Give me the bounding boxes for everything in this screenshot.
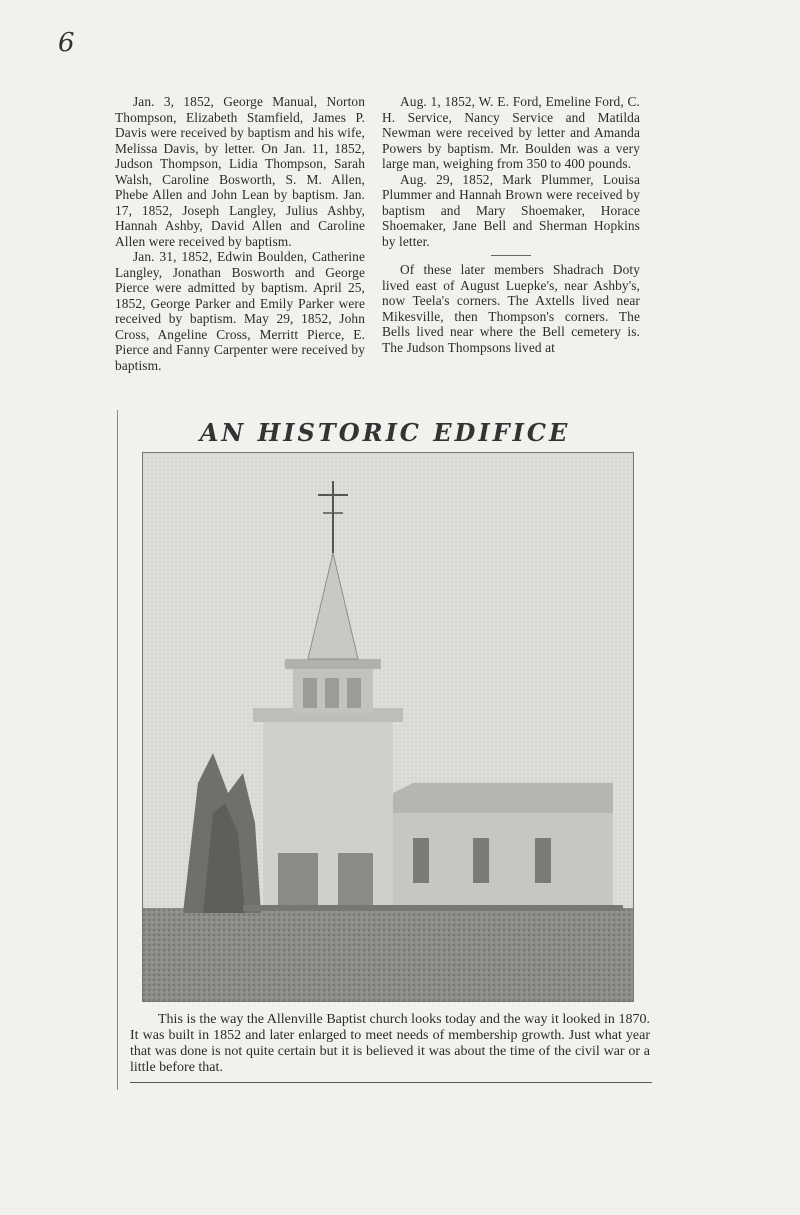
figure-caption: This is the way the Allenville Baptist church looks today and the way it looked in 1870. It was built in 1852 and later enlarged to meet needs of membership growth. Just what year that was done is not quite certain but it is believed it was about the time of the civil war or a little before that. [130, 1012, 650, 1075]
figure-headline: AN HISTORIC EDIFICE [199, 418, 571, 447]
article-paragraph: Jan. 3, 1852, George Manual, Norton Thompson, Elizabeth Stamfield, James P. Davis were received by baptism and his wife, Melissa Davis, by letter. On Jan. 11, 1852, Judson Thompson, Lidia Thompson, Sarah Walsh, Caroline Bosworth, S. M. Allen, Phebe Allen and John Lean by baptism. Jan. 17, 1852, Joseph Langley, Julius Ashby, Hannah Ashby, David Allen and Caroline Allen were received by baptism. [115, 94, 365, 249]
article-paragraph: Aug. 29, 1852, Mark Plummer, Louisa Plummer and Hannah Brown were received by baptism and Mary Shoemaker, Horace Shoemaker, Jane Bell and Sherman Hopkins by letter. [382, 171, 640, 249]
article-column-right [382, 94, 640, 355]
article-paragraph: Of these later members Shadrach Doty lived east of August Luepke's, near Ashby's, now Teela's corners. The Axtells lived near Mikesville, then Thompson's corners. The Bells lived near where the Bell cemetery is. The Judson Thompsons lived at [382, 262, 640, 355]
section-divider [491, 255, 531, 256]
church-illustration [143, 453, 633, 1001]
article-paragraph: Jan. 31, 1852, Edwin Boulden, Catherine Langley, Jonathan Bosworth and George Pierce were admitted by baptism. April 25, 1852, George Parker and Emily Parker were received by baptism. May 29, 1852, John Cross, Angeline Cross, Merritt Pierce, E. Pierce and Fanny Carpenter were received by baptism. [115, 249, 365, 373]
church-photograph [142, 452, 634, 1002]
caption-rule [130, 1082, 652, 1083]
article-column-left [115, 94, 365, 373]
page-number: 6 [58, 28, 75, 58]
article-paragraph: Aug. 1, 1852, W. E. Ford, Emeline Ford, C. H. Service, Nancy Service and Matilda Newman were received by letter and Amanda Powers by baptism. Mr. Boulden was a very large man, weighing from 350 to 400 pounds. [382, 94, 640, 171]
